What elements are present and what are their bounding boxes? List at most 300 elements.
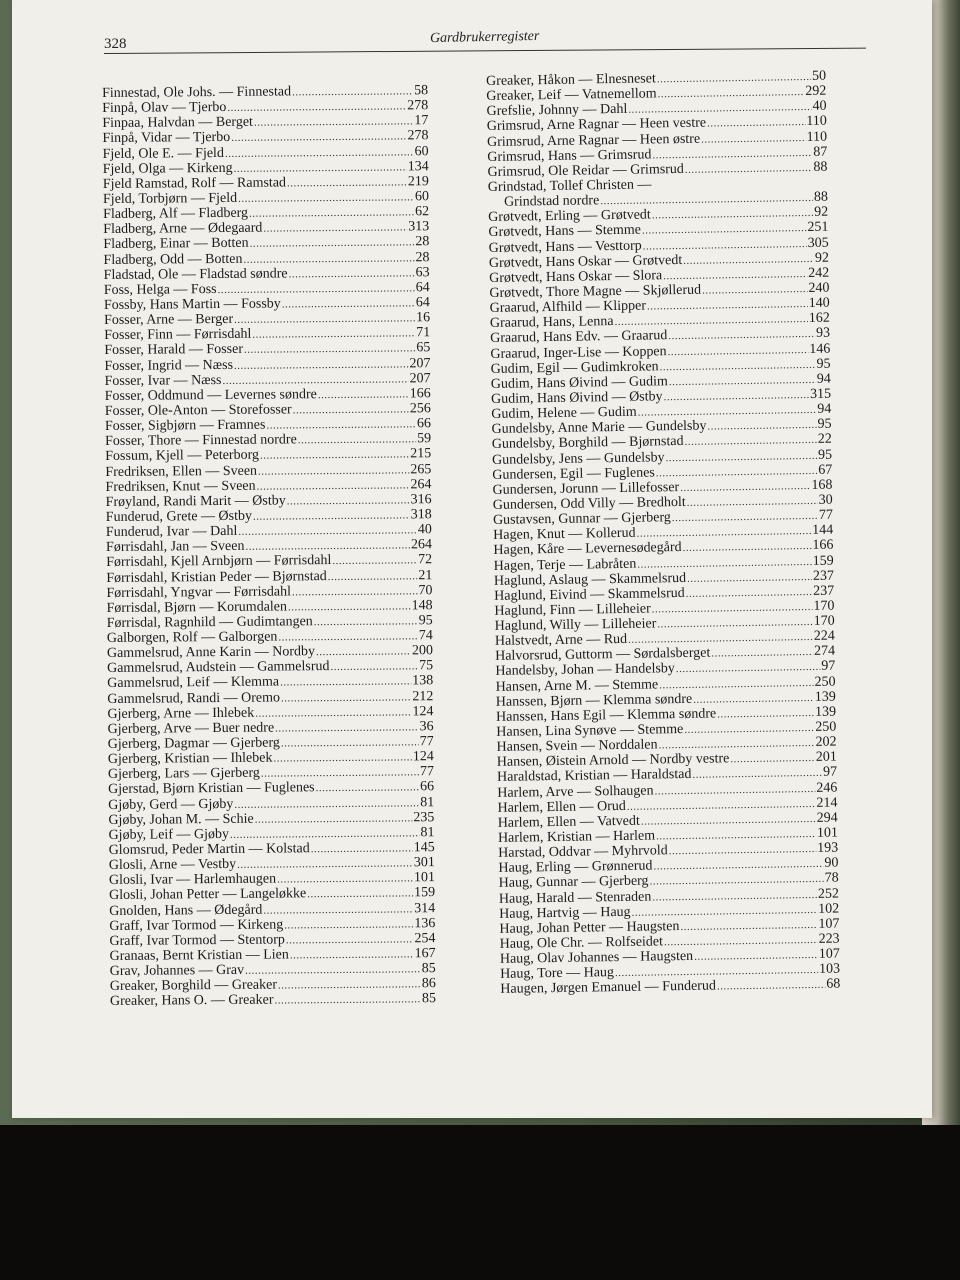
entry-page: 278 [407,98,429,114]
leader-dots [282,296,415,312]
entry-page: 97 [821,659,836,675]
leader-dots [278,978,421,994]
entry-page: 242 [808,265,830,281]
entry-page: 107 [818,916,840,932]
entry-page: 139 [814,689,836,705]
entry-page: 201 [815,749,837,766]
leader-dots [234,796,419,813]
entry-page: 207 [409,370,431,386]
entry-page: 316 [410,491,432,508]
entry-name: Handelsby, Johan — Handelsby [495,661,676,680]
leader-dots [307,887,413,903]
index-entry [103,204,429,222]
index-entry [108,734,434,752]
entry-name: Haug, Ole Chr. — Rolfseidet [499,934,664,952]
entry-page: 77 [419,734,434,750]
entry-page: 94 [817,401,832,417]
index-entry [109,855,435,873]
entry-name: Glosli, Johan Petter — Langeløkke [109,886,307,904]
entry-page: 202 [815,734,837,751]
leader-dots [263,221,407,237]
entry-page: 74 [418,628,433,644]
index-entry [103,250,429,268]
leader-dots [273,751,412,767]
leader-dots [330,660,418,676]
entry-page: 140 [808,295,830,312]
index-entry [104,265,430,283]
entry-name: Galborgen, Rolf — Galborgen [106,629,278,647]
entry-page: 146 [809,341,831,357]
entry-name: Fossum, Kjell — Peterborg [105,448,260,465]
leader-dots [231,130,406,147]
entry-name: Grøtvedt, Erling — Grøtvedt [488,207,651,226]
entry-name: Fladstad, Ole — Fladstad søndre [103,266,288,283]
entry-page: 212 [412,688,434,704]
leader-dots [234,160,407,177]
leader-dots [275,720,419,736]
leader-dots [243,251,414,268]
entry-page: 58 [413,83,429,99]
entry-name: Halstvedt, Arne — Rud [494,632,628,650]
entry-page: 77 [818,507,834,523]
entry-name: Fosser, Thore — Finnestad nordre [105,432,297,450]
leader-dots [311,841,413,857]
entry-name: Graarud, Hans, Lenna [489,314,614,332]
entry-name: Førrisdahl, Yngvar — Førrisdahl [106,584,292,601]
book-page [12,0,932,1118]
entry-page: 250 [815,719,837,735]
leader-dots [280,675,411,691]
entry-name: Fosser, Ole-Anton — Storefosser [104,402,292,419]
entry-name: Graarud, Inger-Lise — Koppen [490,343,667,362]
leader-dots [227,99,406,116]
leader-dots [717,706,814,723]
entry-page: 101 [413,870,435,886]
leader-dots [230,826,420,843]
entry-page: 40 [417,522,432,538]
index-entry [104,325,430,343]
entry-page: 166 [812,537,834,554]
leader-dots [292,584,418,600]
entry-page: 167 [414,946,436,962]
index-entry [109,870,435,888]
entry-page: 166 [409,385,431,402]
entry-name: Graff, Ivar Tormod — Kirkeng [109,917,284,934]
entry-name: Fladberg, Einar — Botten [103,236,249,253]
entry-page: 103 [818,961,841,978]
entry-name: Glomsrud, Peder Martin — Kolstad [108,841,310,859]
index-entry [103,159,429,177]
entry-name: Gammelsrud, Randi — Oremo [107,690,281,707]
leader-dots [252,327,415,344]
entry-page: 95 [418,613,433,629]
leader-dots [261,766,419,783]
entry-page: 66 [416,416,432,432]
entry-page: 301 [413,855,435,871]
entry-name: Fosser, Ivar — Næss [104,372,222,389]
entry-page: 88 [813,159,828,175]
entry-name: Greaker, Leif — Vatnemellom [486,86,657,105]
index-entry [108,749,434,767]
index-entry [106,598,432,616]
entry-page: 264 [410,537,433,553]
entry-name: Harlem, Kristian — Harlem [497,828,656,846]
entry-name: Fladberg, Odd — Botten [103,251,243,268]
entry-name: Grindstad, Tollef Christen — [487,177,652,195]
entry-name: Gammelsrud, Anne Karin — Nordby [106,644,316,662]
entry-name: Fosser, Harald — Fosser [104,342,244,359]
entry-page: 237 [812,568,835,584]
index-entry [103,174,429,192]
entry-name: Harlem, Arve — Solhaugen [497,783,654,801]
entry-name: Fjeld, Ole E. — Fjeld [102,145,224,162]
entry-page: 64 [415,295,430,311]
leader-dots [316,781,420,797]
entry-name: Fosser, Finn — Førrisdahl [104,326,252,344]
leader-dots [249,236,414,253]
entry-page: 85 [421,961,436,977]
entry-name: Gjerberg, Arve — Buer nedre [107,720,275,737]
entry-page: 68 [826,976,841,993]
index-entry [102,129,428,147]
entry-page: 102 [818,901,840,917]
index-entry [104,280,430,298]
entry-page: 170 [813,613,835,629]
entry-name: Førrisdahl, Kristian Peder — Bjørnstad [106,568,327,586]
entry-page: 144 [812,522,834,539]
entry-page: 95 [817,447,833,463]
entry-name: Granaas, Bernt Kristian — Lien [109,947,289,964]
index-entry [108,764,434,782]
entry-name: Førrisdahl, Kjell Arnbjørn — Førrisdahl [106,553,332,571]
entry-name: Førrisdal, Ragnhild — Gudimtangen [106,614,313,631]
entry-name: Harlem, Ellen — Vatvedt [497,813,640,831]
leader-dots [290,947,414,963]
leader-dots [238,523,417,540]
index-entry [106,583,432,601]
leader-dots [266,417,416,433]
leader-dots [289,266,415,282]
leader-dots [332,554,417,570]
entry-name: Gnolden, Hans — Ødegård [109,902,263,919]
entry-name: Haug, Hartvig — Haug [499,904,631,922]
index-entry [107,689,433,707]
entry-name: Gjerberg, Arne — Ihlebek [107,705,255,722]
entry-page: 170 [813,598,835,614]
entry-page: 110 [806,129,828,145]
entry-page: 305 [807,235,829,251]
leader-dots [292,84,413,100]
index-entry [102,98,428,116]
entry-page: 240 [808,280,830,296]
entry-page: 264 [410,476,432,492]
entry-page: 95 [817,416,832,433]
entry-page: 36 [419,719,434,735]
entry-page: 64 [415,279,430,296]
entry-name: Grimsrud, Ole Reidar — Grimsrud [487,161,684,180]
entry-page: 148 [411,597,433,614]
entry-page: 60 [414,189,430,205]
leader-dots [263,902,413,918]
entry-name: Haug, Harald — Stenraden [498,889,652,907]
page-number: 328 [104,36,127,52]
index-entry [102,113,428,131]
leader-dots [255,811,413,828]
entry-name: Gjerberg, Dagmar — Gjerberg [107,735,280,753]
index-entry [102,83,428,101]
entry-name: Greaker, Håkon — Elnesneset [486,71,656,89]
index-entry [109,840,435,858]
entry-name: Grøtvedt, Hans Oskar — Grøtvedt [488,252,683,271]
entry-name: Gudim, Helene — Gudim [491,404,637,423]
entry-name: Fjeld, Olga — Kirkeng [102,160,233,177]
entry-name: Greaker, Hans O. — Greaker [109,992,274,1010]
running-head: Gardbrukerregister [429,28,540,47]
leader-dots [255,705,411,722]
index-entry [108,825,434,843]
entry-name: Grimsrud, Hans — Grimsrud [487,147,652,165]
entry-name: Gjøby, Johan M. — Schie [108,811,254,828]
entry-name: Gundersen, Odd Villy — Bredholt [492,494,686,513]
index-entry [107,674,433,692]
leader-dots [701,131,806,148]
entry-page: 72 [418,552,433,568]
leader-dots [277,872,413,888]
entry-page: 159 [812,553,834,569]
entry-name: Gundersen, Egil — Fuglenes [492,465,655,483]
index-entry [109,886,435,904]
entry-name: Harstad, Oddvar — Myhrvold [498,843,668,862]
entry-page: 70 [418,582,433,598]
entry-name: Grøtvedt, Hans Oskar — Slora [489,268,663,286]
entry-name: Haug, Gunnar — Gjerberg [498,874,649,892]
entry-page: 200 [411,643,434,659]
entry-page: 28 [415,234,430,250]
leader-dots [260,448,409,464]
entry-name: Førrisdahl, Jan — Sveen [105,538,245,556]
leader-dots [702,282,808,299]
index-entry [107,658,433,676]
entry-page: 81 [420,825,435,841]
leader-dots [258,463,409,479]
entry-page: 265 [410,461,432,477]
entry-page: 67 [818,462,833,478]
entry-name: Haglund, Eivind — Skammelsrud [494,585,685,604]
entry-name: Foss, Helga — Foss [103,281,217,298]
entry-page: 87 [813,144,828,160]
entry-name: Fredriksen, Ellen — Sveen [105,463,258,480]
leader-dots [254,115,414,132]
entry-page: 315 [809,386,832,402]
entry-page: 246 [816,780,838,796]
header-rule [104,48,866,54]
entry-page: 107 [818,946,840,963]
entry-page: 254 [414,930,436,947]
entry-name: Hansen, Lina Synøve — Stemme [496,722,684,740]
entry-page: 145 [413,840,435,856]
entry-page: 90 [824,855,839,872]
entry-name: Gjerstad, Bjørn Kristian — Fuglenes [108,780,315,798]
entry-page: 94 [816,371,831,387]
index-entry [104,295,430,313]
entry-name: Haug, Erling — Grønnerud [498,858,653,877]
entry-name: Hanssen, Bjørn — Klemma søndre [495,691,693,710]
index-entry [107,613,433,631]
entry-page: 59 [417,431,432,447]
entry-page: 124 [412,749,434,765]
entry-page: 252 [817,886,840,902]
index-entry [105,416,431,434]
index-entry [107,628,433,646]
entry-name: Greaker, Borghild — Greaker [109,977,278,995]
entry-page: 78 [824,871,839,887]
entry-name: Hansen, Svein — Norddalen [496,737,658,756]
leader-dots [284,917,413,933]
index-entry [106,492,432,510]
entry-page: 256 [409,401,431,417]
entry-name: Hagen, Terje — Labråten [493,556,637,574]
entry-name: Haug, Olav Johannes — Haugsten [499,949,694,968]
entry-name: Gjøby, Gerd — Gjøby [108,796,234,813]
entry-name: Haraldstad, Kristian — Haraldstad [496,767,692,786]
entry-page: 124 [412,703,434,720]
entry-name: Funderud, Grete — Østby [105,508,253,525]
entry-name: Finnestad, Ole Johs. — Finnestad [102,84,292,101]
leader-dots [707,115,805,132]
leader-dots [244,342,415,359]
index-entry [106,552,432,570]
index-entry [105,386,431,404]
entry-name: Gudim, Hans Øivind — Østby [490,389,663,407]
index-entry [103,144,429,162]
entry-page: 63 [415,264,430,280]
entry-name: Haglund, Aslaug — Skammelsrud [493,570,687,589]
entry-page: 139 [814,704,837,720]
leader-dots [314,614,418,630]
entry-page: 162 [808,310,830,327]
entry-name: Hansen, Arne M. — Stemme [495,676,659,695]
entry-name: Haug, Tore — Haug [500,965,615,983]
entry-page: 274 [813,643,836,660]
index-entry [109,916,435,934]
entry-page: 168 [811,477,833,493]
entry-name: Finpå, Olav — Tjerbo [102,100,227,117]
leader-dots [274,993,421,1009]
entry-name: Hagen, Kåre — Levernesødegård [493,540,682,559]
entry-page: 278 [407,128,429,144]
entry-page: 92 [814,204,829,221]
leader-dots [288,599,411,615]
entry-name: Gammelsrud, Audstein — Gammelsrud [107,659,330,677]
entry-page: 237 [813,583,835,599]
entry-name: Gustavsen, Gunnar — Gjerberg [492,510,671,529]
entry-name: Finpaa, Halvdan — Berget [102,114,253,132]
entry-name: Hansen, Øistein Arnold — Nordby vestre [496,751,730,771]
entry-name: Fossby, Hans Martin — Fossby [103,296,281,313]
entry-page: 62 [415,204,430,220]
entry-name: Haugen, Jørgen Emanuel — Funderud [500,978,717,998]
entry-name: Førrisdal, Bjørn — Korumdalen [106,599,288,616]
entry-name: Fosser, Oddmund — Levernes søndre [104,386,317,404]
index-entry [105,477,431,495]
entry-page: 66 [420,779,435,795]
entry-page: 314 [414,900,436,916]
entry-name: Haglund, Finn — Lilleheier [494,601,651,619]
entry-page: 214 [816,795,838,811]
entry-page: 235 [413,809,435,826]
entry-name: Glosli, Ivar — Harlemhaugen [108,871,277,889]
entry-page: 92 [814,250,830,266]
index-entry [110,946,436,964]
leader-dots [225,145,414,162]
index-entry [108,719,434,737]
entry-name: Gammelsrud, Leif — Klemma [107,674,280,692]
entry-page: 88 [813,189,829,205]
index-column-right [486,69,840,998]
leader-dots [287,493,410,509]
index-entry [106,537,432,555]
leader-dots [237,856,413,873]
index-entry [108,810,434,828]
entry-page: 223 [818,931,840,947]
entry-name: Grøtvedt, Hans — Stemme [488,222,642,241]
entry-name: Hagen, Knut — Kollerud [493,525,636,544]
entry-name: Hanssen, Hans Egil — Klemma søndre [495,706,717,725]
entry-page: 318 [410,507,432,523]
entry-name: Gundelsby, Jens — Gundelsby [491,449,665,468]
index-entry [105,401,431,419]
leader-dots [318,387,409,403]
entry-name: Grimsrud, Arne Ragnar — Heen vestre [486,115,707,135]
entry-name: Gundelsby, Borghild — Bjørnstad [491,434,684,453]
index-column-left [102,83,436,1009]
entry-name: Graff, Ivar Tormod — Stentorp [109,932,285,949]
leader-dots [257,478,410,494]
index-entry [106,568,432,586]
entry-name: Graarud, Hans Edv. — Graarud [490,328,668,347]
index-entry [110,976,436,994]
leader-dots [685,161,813,178]
entry-name: Harlem, Ellen — Orud [497,798,626,816]
entry-page: 134 [407,158,429,175]
entry-page: 101 [816,825,839,841]
entry-page: 60 [414,143,429,159]
entry-name: Funderud, Ivar — Dahl [105,523,238,541]
index-entry [109,931,435,949]
entry-page: 71 [416,325,431,341]
entry-name: Fjeld, Torbjørn — Fjeld [102,190,238,207]
entry-page: 21 [418,567,433,583]
entry-name: Gudim, Hans Øivind — Gudim [490,373,668,392]
entry-name: Gjøby, Leif — Gjøby [108,826,230,843]
index-entry [108,780,434,798]
entry-page: 50 [811,68,827,84]
index-entry [103,219,429,237]
entry-page: 110 [806,114,827,130]
entry-page: 292 [805,83,827,100]
entry-page: 250 [814,674,836,690]
leader-dots [287,175,407,191]
entry-name: Gudim, Egil — Gudimkroken [490,358,659,377]
index-entry [103,235,429,253]
entry-name: Fladberg, Arne — Ødegaard [103,220,263,238]
leader-dots [281,735,419,751]
entry-page: 40 [812,98,827,115]
index-entry [104,356,430,374]
index-entry [107,704,433,722]
entry-page: 17 [414,113,429,129]
entry-page: 193 [817,840,839,857]
